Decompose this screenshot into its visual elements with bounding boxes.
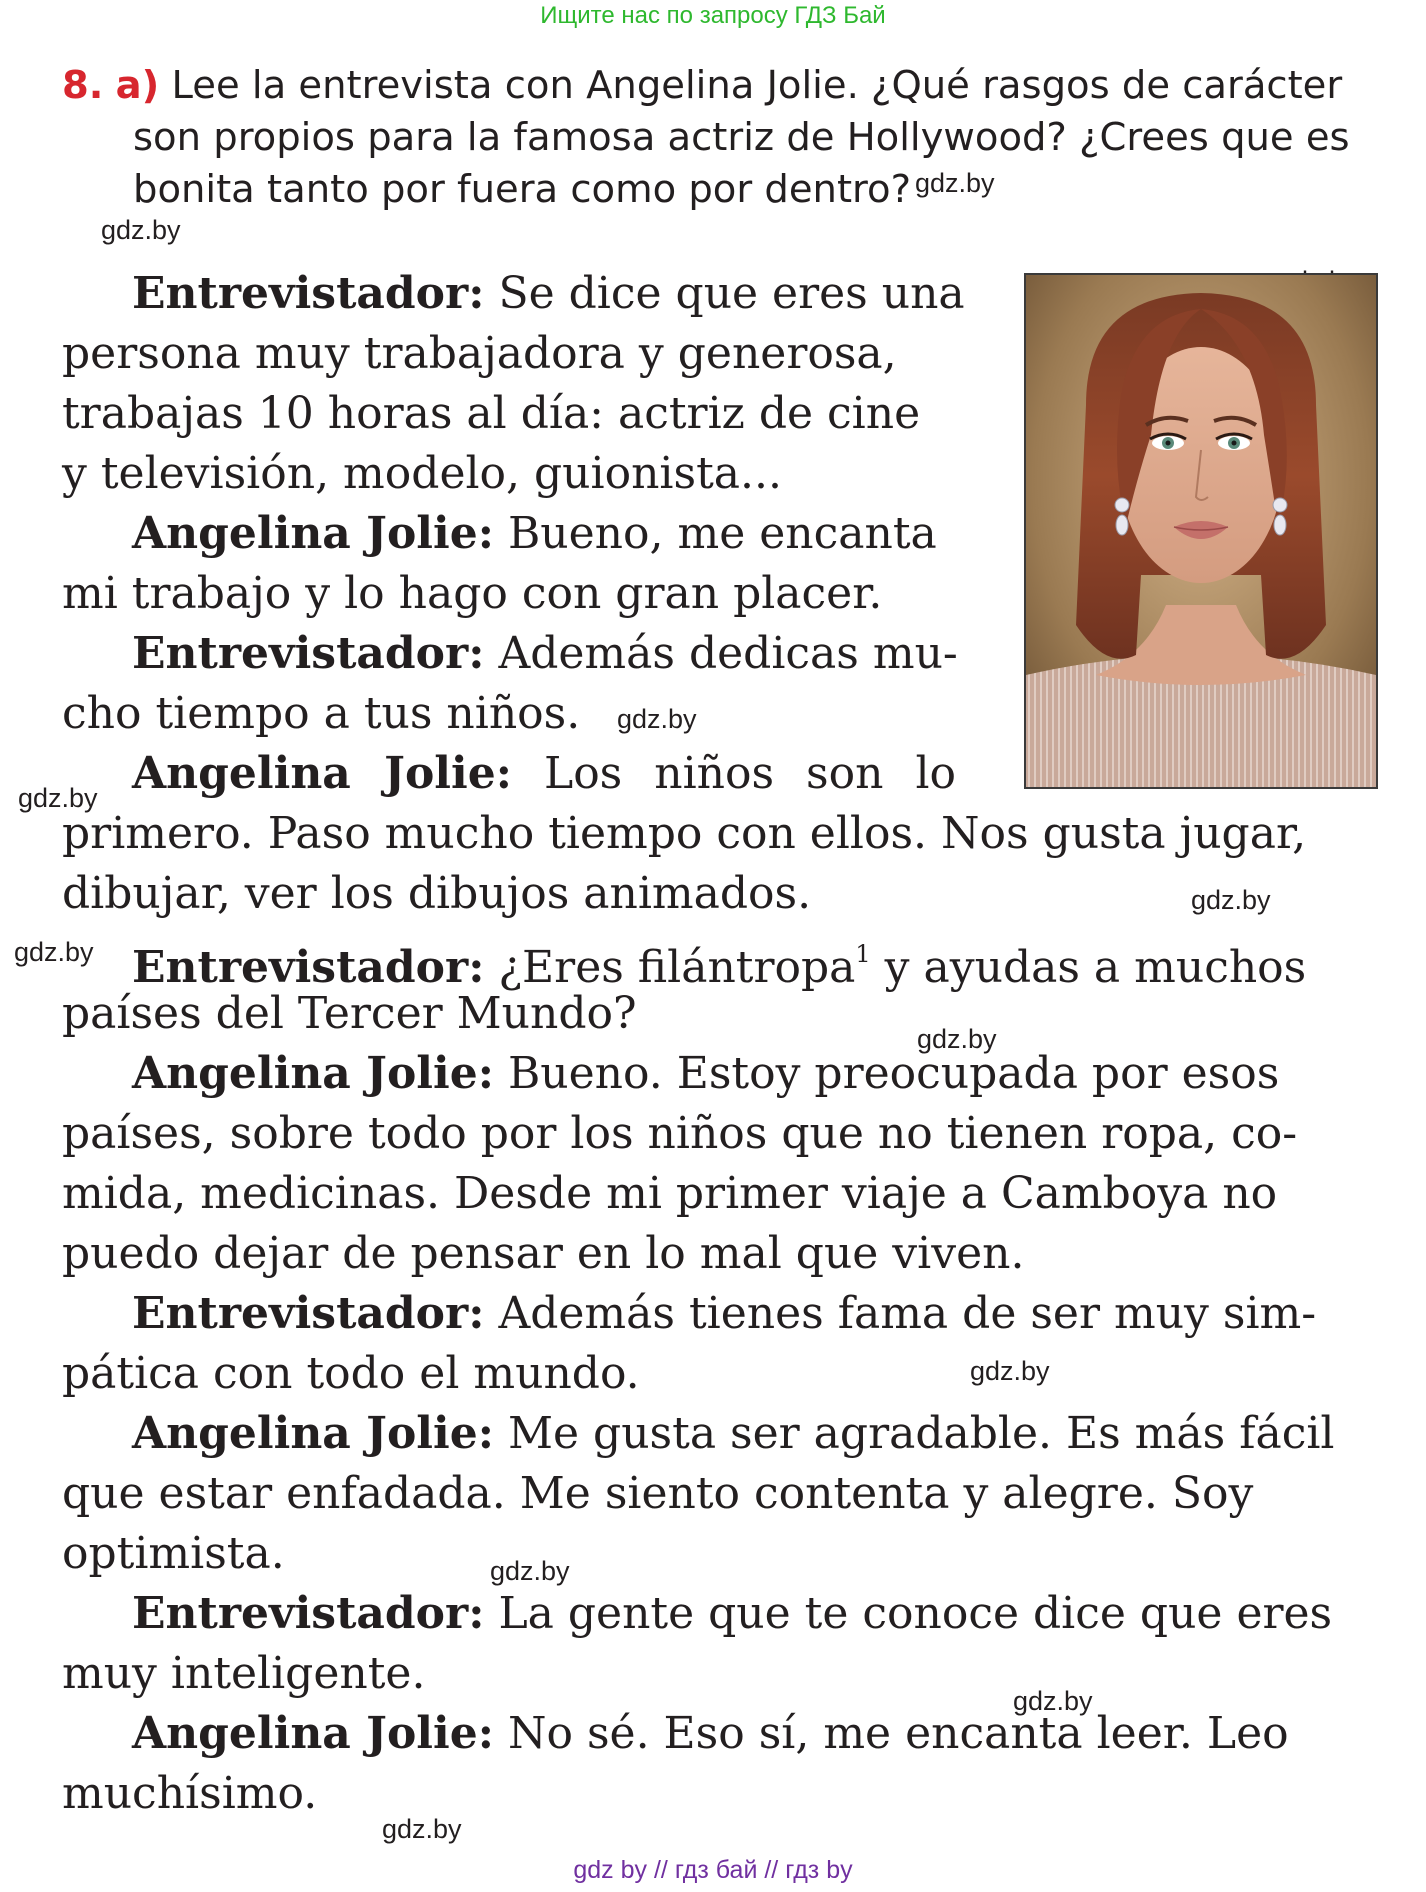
task-instruction xyxy=(62,60,1382,216)
speaker-interviewer: Entrevistador: xyxy=(132,942,485,993)
watermark: gdz.by xyxy=(382,1814,462,1844)
dialogue-line-6: mi trabajo y lo hago con gran placer. xyxy=(62,568,883,619)
speaker-jolie: Angelina Jolie: xyxy=(132,1408,494,1459)
dialogue-line-8: cho tiempo a tus niños. xyxy=(62,688,581,739)
watermark: gdz.by xyxy=(14,937,94,967)
dialogue-line-11: dibujar, ver los dibujos animados. xyxy=(62,868,812,919)
dialogue-line-14 xyxy=(132,1044,1279,1104)
dialogue-text: Además dedicas mu- xyxy=(498,628,958,679)
dialogue-text: Además tienes fama de ser muy sim- xyxy=(498,1288,1317,1339)
watermark: gdz.by xyxy=(1191,885,1271,915)
dialogue-text: Los niños son lo xyxy=(543,748,957,799)
task-text-1: Lee la entrevista con Angelina Jolie. ¿Qué rasgos de carácter xyxy=(171,63,1343,108)
top-banner: Ищите нас по запросу ГДЗ Бай xyxy=(540,2,886,29)
dialogue-line-2: persona muy trabajadora y generosa, xyxy=(62,328,897,379)
watermark: gdz.by xyxy=(490,1556,570,1586)
dialogue-line-17: puedo dejar de pensar en lo mal que viven. xyxy=(62,1228,1025,1279)
dialogue-line-25 xyxy=(132,1704,1289,1764)
task-line-1 xyxy=(62,60,1382,112)
dialogue-text: ¿Eres filántropa xyxy=(498,942,856,993)
dialogue-line-1 xyxy=(132,264,965,324)
watermark: gdz.by xyxy=(1013,1686,1093,1716)
speaker-interviewer: Entrevistador: xyxy=(132,628,485,679)
dialogue-line-13: países del Tercer Mundo? xyxy=(62,988,637,1039)
dialogue-text: No sé. Eso sí, me encanta leer. Leo xyxy=(507,1708,1289,1759)
speaker-jolie: Angelina Jolie: xyxy=(132,1048,494,1099)
task-number: 8. xyxy=(62,63,104,108)
dialogue-line-5 xyxy=(132,504,937,564)
dialogue-line-23 xyxy=(132,1584,1332,1644)
watermark: gdz.by xyxy=(970,1356,1050,1386)
task-letter: a) xyxy=(115,63,160,108)
dialogue-text: y ayudas a muchos xyxy=(870,942,1307,993)
dialogue-line-15: países, sobre todo por los niños que no tienen ropa, co- xyxy=(62,1108,1298,1159)
dialogue-line-22: optimista. xyxy=(62,1528,285,1579)
dialogue-text: Bueno, me encanta xyxy=(507,508,937,559)
dialogue-line-18 xyxy=(132,1284,1316,1344)
dialogue-line-21: que estar enfadada. Me siento contenta y alegre. Soy xyxy=(62,1468,1254,1519)
dialogue-text: Bueno. Estoy preocupada por esos xyxy=(507,1048,1280,1099)
dialogue-line-26: muchísimo. xyxy=(62,1768,318,1819)
speaker-interviewer: Entrevistador: xyxy=(132,268,485,319)
dialogue-line-16: mida, medicinas. Desde mi primer viaje a Camboya no xyxy=(62,1168,1278,1219)
dialogue-line-7 xyxy=(132,624,958,684)
dialogue-text: Me gusta ser agradable. Es más fácil xyxy=(507,1408,1335,1459)
footer-watermark: gdz by // гдз бай // гдз by xyxy=(573,1856,853,1884)
dialogue-line-3: trabajas 10 horas al día: actriz de cine xyxy=(62,388,921,439)
watermark: gdz.by xyxy=(617,704,697,734)
footnote-marker: 1 xyxy=(855,940,871,968)
speaker-jolie: Angelina Jolie: xyxy=(132,1708,494,1759)
watermark: gdz.by xyxy=(917,1024,997,1054)
speaker-interviewer: Entrevistador: xyxy=(132,1288,485,1339)
dialogue-line-10: primero. Paso mucho tiempo con ellos. Nos gusta jugar, xyxy=(62,808,1307,859)
watermark: gdz.by xyxy=(101,215,181,245)
dialogue-line-19: pática con todo el mundo. xyxy=(62,1348,640,1399)
angelina-jolie-photo xyxy=(1024,273,1378,789)
watermark: gdz.by xyxy=(18,783,98,813)
task-line-3 xyxy=(62,164,1382,216)
dialogue-line-9 xyxy=(132,744,956,804)
speaker-interviewer: Entrevistador: xyxy=(132,1588,485,1639)
task-line-2: son propios para la famosa actriz de Hollywood? ¿Crees que es xyxy=(133,115,1350,160)
dialogue-text: La gente que te conoce dice que eres xyxy=(498,1588,1333,1639)
task-text-3: bonita tanto por fuera como por dentro? xyxy=(133,167,912,212)
speaker-jolie: Angelina Jolie: xyxy=(132,748,512,799)
portrait-illustration xyxy=(1026,275,1376,787)
dialogue-text: Se dice que eres una xyxy=(498,268,965,319)
speaker-jolie: Angelina Jolie: xyxy=(132,508,494,559)
dialogue-line-24: muy inteligente. xyxy=(62,1648,426,1699)
dialogue-line-4: y televisión, modelo, guionista... xyxy=(62,448,782,499)
watermark: gdz.by xyxy=(915,168,995,198)
dialogue-line-20 xyxy=(132,1404,1335,1464)
